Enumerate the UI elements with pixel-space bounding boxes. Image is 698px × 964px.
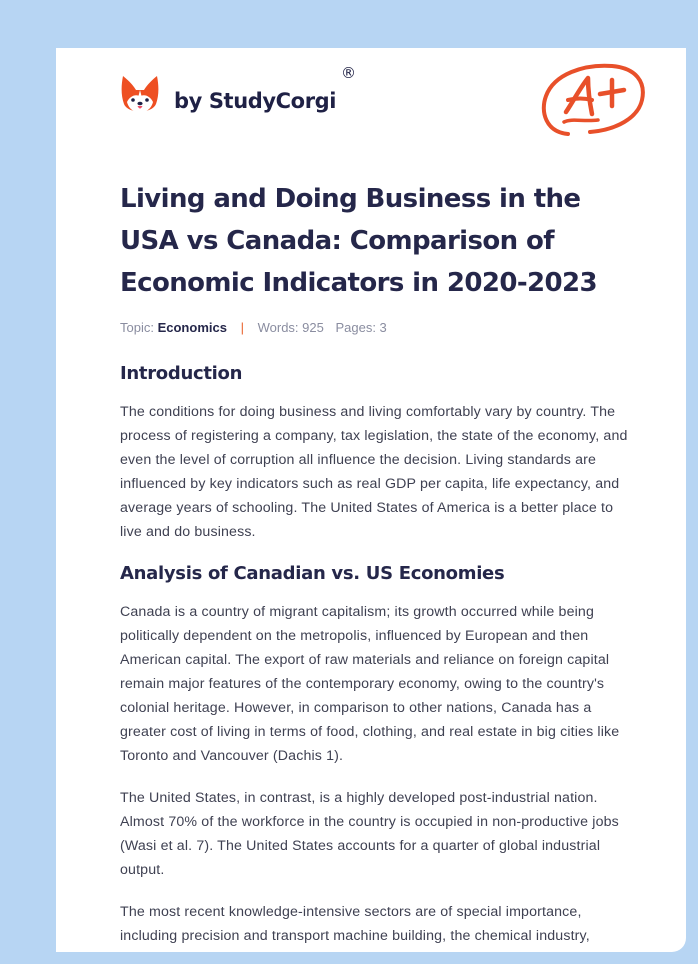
brand-name: by StudyCorgi	[174, 89, 337, 113]
article-content	[120, 178, 632, 948]
topic-link[interactable]: Economics	[157, 320, 227, 335]
article-title: Living and Doing Business in the USA vs Canada: Comparison of Economic Indicators in 2020-2023	[120, 184, 597, 298]
meta-separator: |	[240, 320, 244, 335]
paragraph: The conditions for doing business and living comfortably vary by country. The process of registering a company, tax legislation, the state of the economy, and even the level of corruption all influence the decision. Living standards are influenced by key indicators such as real GDP per capita, life expectancy, and average years of schooling. The United States of America is a better place to live and do business.	[120, 404, 628, 540]
article-card	[56, 48, 686, 952]
page-count: Pages: 3	[335, 320, 387, 335]
paragraph: The most recent knowledge-intensive sectors are of special importance, including precision and transport machine building, the chemical industry,	[120, 904, 590, 944]
section-heading-analysis: Analysis of Canadian vs. US Economies	[120, 563, 505, 584]
registered-mark: ®	[341, 64, 356, 82]
topic-label: Topic:	[120, 320, 154, 335]
section-heading-introduction: Introduction	[120, 363, 243, 384]
paragraph: The United States, in contrast, is a highly developed post-industrial nation. Almost 70% of the workforce in the country is occupied in non-productive jobs (Wasi et al. 7). The United States accounts for a quarter of global industrial output.	[120, 790, 619, 878]
header	[56, 48, 686, 158]
a-plus-grade-icon	[538, 60, 648, 147]
article-meta	[120, 318, 632, 338]
paragraph: Canada is a country of migrant capitalism; its growth occurred while being politically dependent on the metropolis, influenced by European and then American capital. The export of raw materials and reliance on foreign capital remain major features of the contemporary economy, owing to the country's colonial heritage. However, in comparison to other nations, Canada has a greater cost of living in terms of food, clothing, and real estate in big cities like Toronto and Vancouver (Dachis 1).	[120, 604, 620, 764]
studycorgi-logo[interactable]	[120, 74, 336, 118]
word-count: Words: 925	[257, 320, 324, 335]
corgi-logo-icon	[120, 74, 160, 118]
